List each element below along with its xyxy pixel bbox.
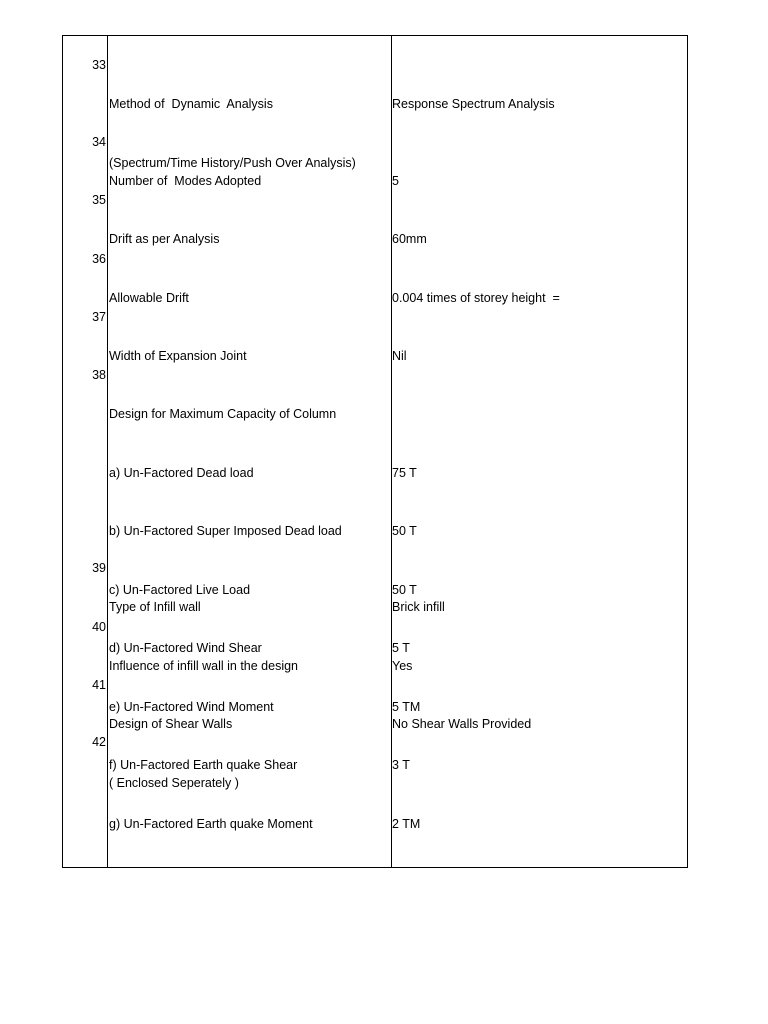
row-number: 42 <box>92 735 106 749</box>
row-number: 41 <box>92 678 106 692</box>
row-number: 37 <box>92 310 106 324</box>
row-number: 33 <box>92 58 106 72</box>
row-number: 36 <box>92 252 106 266</box>
row-value: 5 <box>392 174 399 188</box>
row-value: Nil <box>392 349 407 363</box>
row-value: Response Spectrum Analysis <box>392 97 555 111</box>
row-description: Width of Expansion Joint <box>109 349 247 363</box>
row-number: 40 <box>92 620 106 634</box>
row-description: Design for Maximum Capacity of Column a) Un-Factored Dead load b) Un-Factored Super Imposed Dead load c) Un-Factored Live Load d) Un-Factored Wind Shear e) Un-Factored Wind Moment f) Un-Factored Earth quake Shear g) Un-Factored Earth quake Moment <box>109 407 342 831</box>
spec-table <box>62 35 688 868</box>
row-description: Allowable Drift <box>109 291 189 305</box>
row-description: Number of Modes Adopted <box>109 174 262 188</box>
row-description: Influence of infill wall in the design <box>109 659 299 673</box>
row-number: 38 <box>92 368 106 382</box>
row-description: Type of Infill wall <box>109 600 201 614</box>
row-number: 39 <box>92 561 106 575</box>
row-value: Brick infill <box>392 600 445 614</box>
row-description: Design of Shear Walls ( Enclosed Seperately ) <box>109 717 239 790</box>
row-value: No Shear Walls Provided <box>392 717 532 731</box>
row-description: Method of Dynamic Analysis (Spectrum/Time History/Push Over Analysis) <box>109 97 356 170</box>
row-value: 75 T 50 T 50 T 5 T 5 TM 3 T 2 TM <box>392 465 421 831</box>
column-divider-number <box>107 36 108 867</box>
row-number: 35 <box>92 193 106 207</box>
row-description: Drift as per Analysis <box>109 232 220 246</box>
row-value: 60mm <box>392 232 427 246</box>
row-value: 0.004 times of storey height = <box>392 291 560 305</box>
row-value: Yes <box>392 659 413 673</box>
row-number: 34 <box>92 135 106 149</box>
